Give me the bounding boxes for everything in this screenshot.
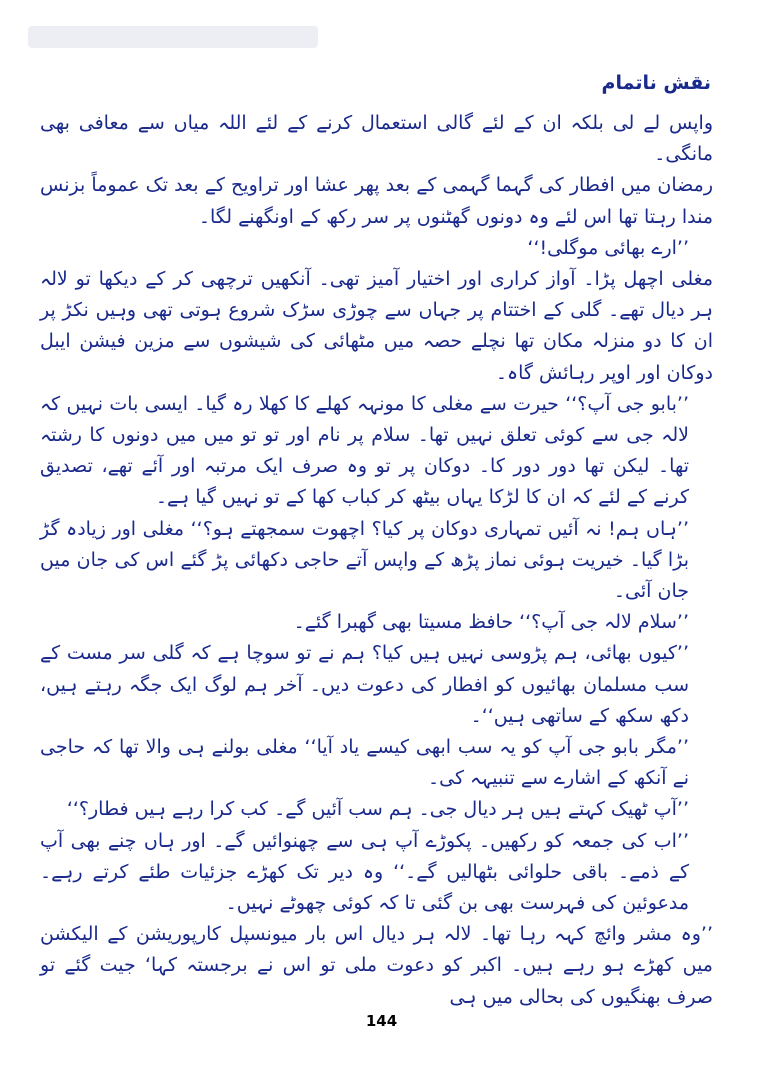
paragraph: ’’مگر بابو جی آپ کو یہ سب ابھی کیسے یاد آیا‘‘ مغلی بولنے ہی والا تھا کہ حاجی نے آنکھ کے اشارے سے تنبیہہ کی۔ xyxy=(40,736,689,790)
paragraph: ’’ہاں ہم! نہ آئیں تمہاری دوکان پر کیا؟ اچھوت سمجھتے ہو؟‘‘ مغلی اور زیادہ گڑ بڑا گیا۔ خیریت ہوئی نماز پڑھ کے واپس آتے حاجی دکھائی پڑ گئے اس کی جان میں جان آئی۔ xyxy=(40,517,689,603)
faint-watermark xyxy=(28,18,318,58)
paragraph: واپس لے لی بلکہ ان کے لئے گالی استعمال کرنے کے لئے اللہ میاں سے معافی بھی مانگی۔ xyxy=(40,112,713,166)
paragraph: ’’ارے بھائی موگلی!‘‘ xyxy=(527,236,689,259)
paragraph: ’’سلام لالہ جی آپ؟‘‘ حافظ مسیتا بھی گھبرا گئے۔ xyxy=(293,611,689,634)
body-text xyxy=(40,108,713,1013)
paragraph: ’’اب کی جمعہ کو رکھیں۔ پکوڑے آپ ہی سے چھنوائیں گے۔ اور ہاں چنے بھی آپ کے ذمے۔ باقی حلوائی بٹھالیں گے۔‘‘ وہ دیر تک کھڑے جزئیات طئے کرتے رہے۔ مدعوئین کی فہرست بھی بن گئی تا کہ کوئی چھوٹے نہیں۔ xyxy=(40,829,689,915)
paragraph: ’’بابو جی آپ؟‘‘ حیرت سے مغلی کا مونہہ کھلے کا کھلا رہ گیا۔ ایسی بات نہیں کہ لالہ جی سے کوئی تعلق نہیں تھا۔ سلام پر نام اور تو تو میں میں دونوں کا رشتہ تھا۔ لیکن تھا دور دور کا۔ دوکان پر تو وہ صرف ایک مرتبہ اور آئے تھے، تصدیق کرنے کے لئے کہ ان کا لڑکا یہاں بیٹھ کر کباب کھا کے تو نہیں گیا ہے۔ xyxy=(40,392,689,509)
running-header: نقش ناتمام xyxy=(601,72,711,94)
paragraph: رمضان میں افطار کی گہما گہمی کے بعد پھر عشا اور تراویح کے بعد تک عموماً بزنس مندا رہتا تھا اس لئے وہ دونوں گھٹنوں پر سر رکھ کے اونگھنے لگا۔ xyxy=(40,174,713,228)
page-number: 144 xyxy=(365,1012,398,1030)
paragraph: ’’وہ مشر وائچ کہہ رہا تھا۔ لالہ ہر دیال اس بار میونسپل کارپوریشن کے الیکشن میں کھڑے ہو رہے ہیں۔ اکبر کو دعوت ملی تو اس نے برجستہ کہا‘ جیت گئے تو صرف بھنگیوں کی بحالی میں ہی xyxy=(40,923,713,1008)
paragraph: ’’کیوں بھائی، ہم پڑوسی نہیں ہیں کیا؟ ہم نے تو سوچا ہے کہ گلی سر مست کے سب مسلمان بھائیوں کو افطار کی دعوت دیں۔ آخر ہم لوگ ایک جگہ رہتے ہیں، دکھ سکھ کے ساتھی ہیں‘‘۔ xyxy=(40,642,689,727)
paragraph: ’’آپ ٹھیک کہتے ہیں ہر دیال جی۔ ہم سب آئیں گے۔ کب کرا رہے ہیں فطار؟‘‘ xyxy=(66,798,689,821)
paragraph: مغلی اچھل پڑا۔ آواز کراری اور اختیار آمیز تھی۔ آنکھیں ترچھی کر کے دیکھا تو لالہ ہر دیال تھے۔ گلی کے اختتام پر جہاں سے چوڑی سڑک شروع ہوتی تھی وہیں نکڑ پر ان کا دو منزلہ مکان تھا نچلے حصہ میں مٹھائی کی شیشوں سے مزین فیشن ایبل دوکان اور اوپر رہائش گاہ۔ xyxy=(40,268,713,384)
